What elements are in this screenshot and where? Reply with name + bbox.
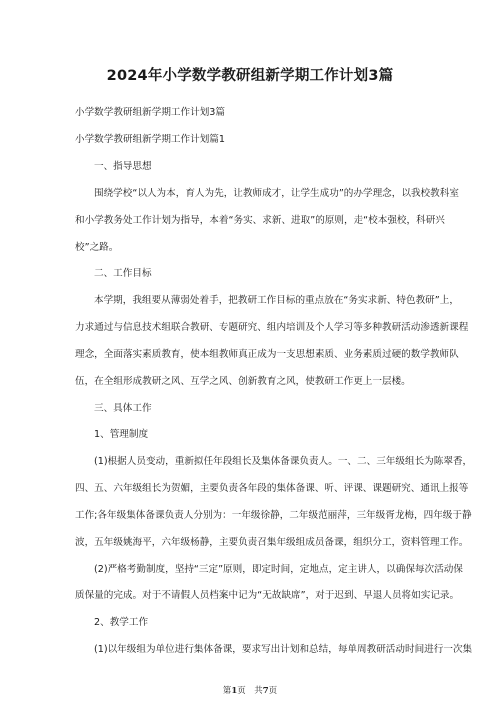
footer-prefix: 第 (222, 686, 232, 696)
paragraph-line: 波，五年级姚海平，六年级杨静，主要负责召集年级组成员备课，组织分工，资料管理工作。 (75, 537, 469, 548)
subheading-teaching-work: 2、教学工作 (94, 617, 149, 628)
paragraph-line: 本学期，我组要从薄弱处着手，把教研工作目标的重点放在“务实求新、特色教研”上， (94, 295, 459, 306)
paragraph-line: 校”之路。 (75, 242, 119, 253)
footer-page-total: 7 (262, 686, 269, 696)
footer-suffix: 页 (268, 686, 278, 696)
subheading-management: 1、管理制度 (94, 429, 149, 440)
heading-work-goals: 二、工作目标 (94, 268, 152, 279)
paragraph-line: (1)根据人员变动，重新拟任年段组长及集体备课负责人。一、二、三年级组长为陈翠香， (94, 456, 473, 467)
footer-page-current: 1 (231, 686, 238, 696)
paragraph-line: 工作;各年级集体备课负责人分别为：一年级徐静，二年级范丽萍，三年级胥龙梅，四年级于静 (75, 510, 472, 521)
paragraph-line: 质保量的完成。对于不请假人员档案中记为“无故缺席”，对于迟到、早退人员将如实记录。 (75, 590, 460, 601)
paragraph-line: 力求通过与信息技术组联合教研、专题研究、组内培训及个人学习等多种教研活动渗透新课程 (75, 322, 469, 333)
paragraph-line: (2)严格考勤制度，坚持“三定”原则，即定时间，定地点，定主讲人，以确保每次活动保 (94, 564, 463, 575)
paragraph-line: 四、五、六年级组长为贺媚，主要负责各年段的集体备课、听、评课、课题研究、通讯上报等 (75, 483, 469, 494)
paragraph-line: 和小学教务处工作计划为指导，本着“务实、求新、进取”的原则，走“校本强校，科研兴 (75, 215, 445, 226)
paragraph-line: 伍，在全组形成教研之风、互学之风、创新教育之风，使教研工作更上一层楼。 (75, 376, 411, 387)
heading-specific-work: 三、具体工作 (94, 403, 152, 414)
paragraph-line: 理念，全面落实素质教育，使本组教师真正成为一支思想素质、业务素质过硬的数学教师队 (75, 349, 459, 360)
footer-mid: 页 共 (237, 686, 263, 696)
heading-guiding-thought: 一、指导思想 (94, 161, 152, 172)
page-footer (0, 684, 500, 696)
document-title: 2024年小学数学教研组新学期工作计划3篇 (106, 68, 394, 84)
subtitle-line: 小学数学教研组新学期工作计划3篇 (75, 107, 226, 118)
paragraph-line: 围绕学校“以人为本，育人为先，让教师成才，让学生成功”的办学理念，以我校教科室 (94, 188, 459, 199)
paragraph-line: (1)以年级组为单位进行集体备课，要求写出计划和总结，每单周教研活动时间进行一次集 (94, 644, 473, 655)
section-title-line: 小学数学教研组新学期工作计划篇1 (75, 134, 226, 145)
